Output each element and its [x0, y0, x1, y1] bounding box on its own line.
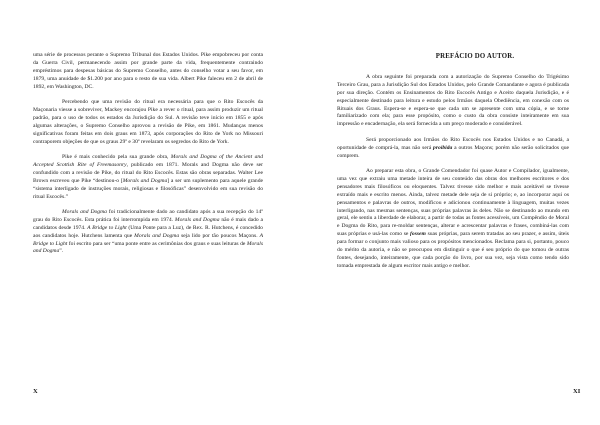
book-title-morals-and-dogma: Morals and Dogma — [134, 232, 180, 239]
page-title: PREFÁCIO DO AUTOR. — [435, 53, 515, 60]
book-title-morals-and-dogma: Morals and Dogma — [174, 216, 220, 223]
text-run: foi tradicionalmente dado ao candidato após a sua recepção do 14º grau do Rito Escocês. Esta prática foi interrompida em 1974. — [33, 208, 263, 223]
text-run: suas próprias, para serem tratadas ao seu prazer, e assim, úteis para formar o conjunto mais valioso para os propósitos mencionados. Reclama para si, portanto, pouco do mérito da autoria, e não se preocupou em distinguir o que é seu próprio do que tomou de outras fontes, desejando, inteiramente, que cada porção do livro, por sua vez, seja vista como tendo sido tomada emprestada de algum escritor mais antigo e melhor. — [337, 231, 569, 269]
book-title-bridge-to-light: A Bridge to Light — [87, 224, 127, 231]
text-run: foi escrito para ser “uma ponte entre as cerimônias dos graus e suas leituras de — [67, 240, 247, 247]
text-run: ”. — [59, 248, 64, 255]
text-run: seja lido por tão poucos Maçons. — [179, 232, 260, 239]
emphasis-proibida: proibida — [433, 144, 453, 151]
right-paragraph-2 — [337, 137, 569, 161]
book-title-morals-and-dogma-full: Morals and Dogma of the Ancient and Accepted Scottish Rite of Freemasonry — [33, 153, 263, 168]
text-run: ] a ser um suplemento para aquele grande “sistema interligado de instruções morais, religiosas e filosóficas” desenvolvido em sua revisão do ritual Escocês.” — [33, 177, 263, 200]
text-run: , publicado em 1871. Morals and Dogma não deve ser confundido com a revisão de Pike, do ritual do Rito Escocês. Estas são obras separadas. Walter Lee Brown escreveu que Pike “destinou-o [ — [33, 161, 264, 184]
left-paragraph-4 — [33, 209, 263, 256]
paragraph-gap — [337, 129, 569, 137]
left-paragraph-3 — [33, 154, 263, 201]
paragraph-gap — [33, 201, 263, 209]
left-paragraph-2: Percebendo que uma revisão do ritual era necessária para que o Rito Escocês da Maçonaria viesse a sobreviver, Mackey encorajou Pike a rever o ritual, para assim produzir um ritual padrão, para o uso de todos os estados da Jurisdição do Sul. A revisão teve início em 1855 e após algumas alterações, o Supremo Conselho aprovou a revisão de Pike, em 1861. Mudanças menos significativas foram feitas em dois graus em 1873, após corporações do Rito de York no Missouri contraporem objeções de que os graus 29º e 30º revelaram os segredos do Rito de York. — [33, 99, 263, 145]
text-run: Ao preparar esta obra, o Grande Comendador foi quase Autor e Compilador, igualmente, uma vez que extraiu uma metade inteira de seu conteúdo das obras dos melhores escritores e dos pensadores mais filosóficos ou eloquentes. Talvez tivesse sido melhor e mais aceitável se tivesse extraído mais e escrito menos. Ainda, talvez metade dele seja de si próprio; e, ao incorporar aqui os pensamentos e palavras de outros, modificou e adicionou continuamente à linguagem, muitas vezes interligando, nas mesmas sentenças, suas próprias palavras às deles. Não se destinando ao mundo em geral, ele sentiu a liberdade de elaborar, a partir de todas as fontes acessíveis, um Compêndio de Moral e Dogma do Rito, para re-moldar sentenças, alterar e acrescentar palavras e frases, combiná-las com suas próprias e usá-las como se — [337, 167, 569, 238]
right-paragraph-1: A obra seguinte foi preparada com a autorização do Supremo Conselho do Trigésimo Terceiro Grau, para a Jurisdição Sul dos Estados Unidos, pelo Grande Comandante e agora é publicada por sua direção. Contém os Ensinamentos do Rito Escocês Antigo e Aceito daquela Jurisdição, e é especialmente destinado para leitura e estudo pelos Irmãos daquela Obediência, em conexão com os Rituais dos Graus. Espera-se e espera-se que cada um se apresente com uma cópia, e se torne familiarizado com ela; para esse propósito, como o custo da obra consiste inteiramente em sua impressão e encadernação, ela será fornecida a um preço moderado e considerável. — [337, 73, 569, 128]
paragraph-gap — [337, 160, 569, 168]
book-title-morals-and-dogma: Morals and Dogma — [62, 208, 107, 215]
book-title-morals-and-dogma: Morals and Dogma — [122, 177, 168, 184]
page-number-left: X — [33, 388, 38, 395]
emphasis-fossem: fossem — [410, 231, 426, 238]
page-number-right: XI — [573, 388, 581, 395]
text-run: Será proporcionado aos Irmãos do Rito Escocês nos Estados Unidos e no Canadá, a oportunidade de comprá-la, mas não será — [337, 136, 569, 151]
book-title-bridge-to-light: A Bridge to Light — [33, 232, 263, 247]
right-paragraph-3 — [337, 168, 569, 271]
paragraph-gap — [33, 146, 263, 154]
left-paragraph-1: uma série de processos perante o Supremo Tribunal dos Estados Unidos. Pike empobreceu por conta da Guerra Civil, permanecendo assim por grande parte da vida, frequentemente contraindo empréstimos para despesas básicas do Supremo Conselho, antes do conselho votar a seu favor, em 1879, uma anuidade de $1.200 por ano para o resto de sua vida. Albert Pike faleceu em 2 de abril de 1892, em Washington, DC. — [33, 52, 263, 90]
paragraph-gap — [33, 92, 263, 100]
text-run: não é mais dado a candidatos desde 1974. — [33, 216, 263, 231]
right-page — [300, 0, 600, 425]
right-page-text-column — [337, 53, 569, 271]
text-run: Pike é mais conhecido pela sua grande obra, — [62, 153, 171, 160]
text-run: a outros Maçons; porém não serão solicitados que comprem. — [337, 144, 569, 159]
book-title-morals-and-dogma: Morals and Dogma — [33, 240, 263, 255]
left-page-text-column — [33, 52, 263, 256]
text-run: (Uma Ponte para a Luz), de Rex. R. Hutchens, é concedido aos candidatos hoje. Hutchens lamenta que — [33, 224, 263, 239]
